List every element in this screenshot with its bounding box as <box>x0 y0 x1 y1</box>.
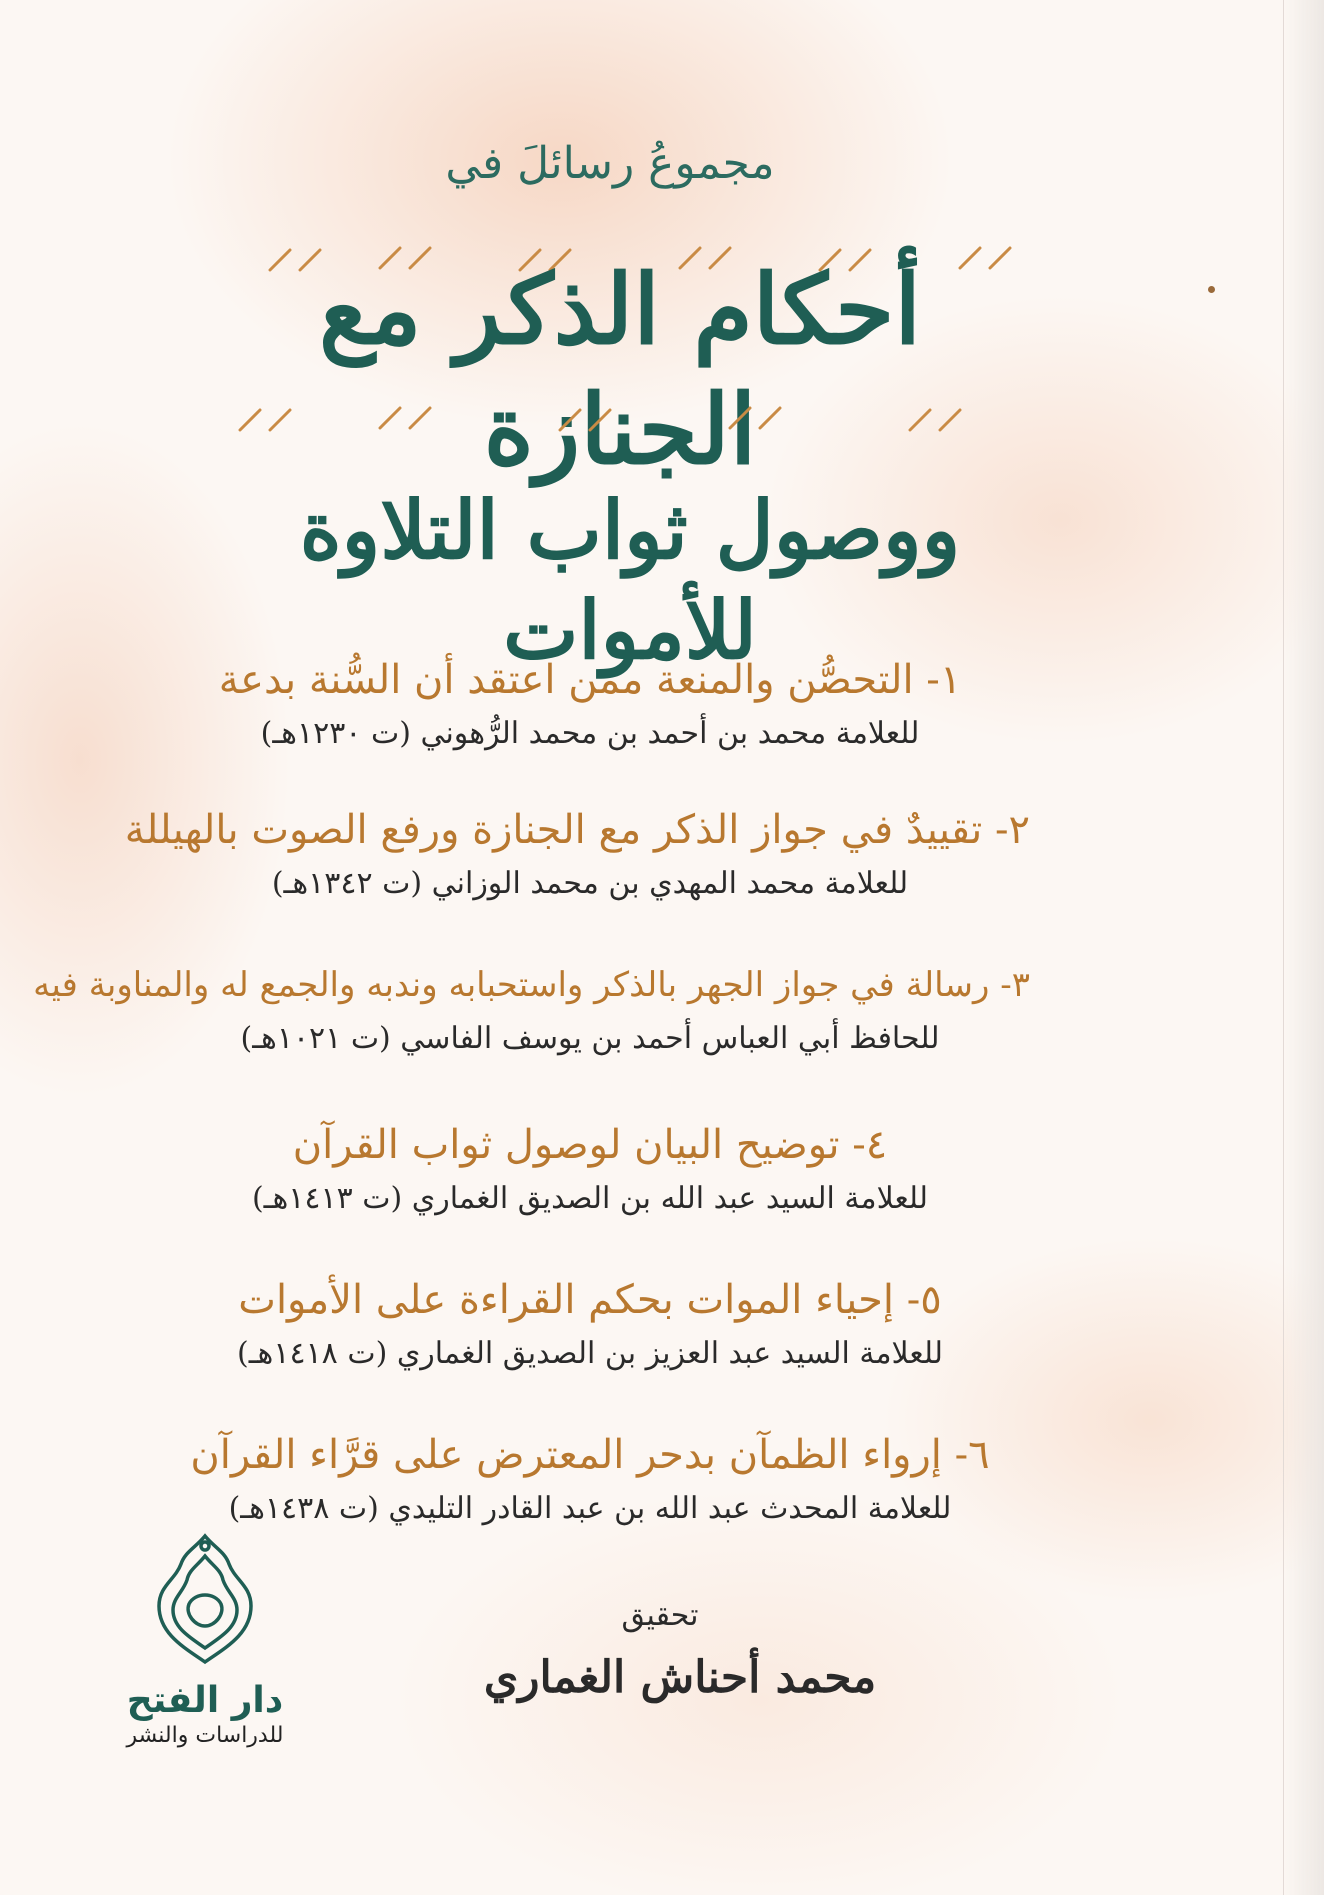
entry-title: ٦- إرواء الظمآن بدحر المعترض على قرَّاء القرآن <box>190 1432 990 1478</box>
entry-author: للعلامة السيد عبد العزيز بن الصديق الغماري (ت ١٤١٨هـ) <box>237 1336 943 1371</box>
entry-title: ٥- إحياء الموات بحكم القراءة على الأموات <box>238 1277 942 1323</box>
spine-edge <box>1283 0 1324 1895</box>
entry-6 <box>150 1425 1030 1533</box>
entry-title: ٤- توضيح البيان لوصول ثواب القرآن <box>292 1122 888 1168</box>
entry-author: للعلامة محمد بن أحمد بن محمد الرُّهوني (ت ١٢٣٠هـ) <box>260 716 920 751</box>
title-line-2: ووصول ثواب التلاوة للأموات <box>299 483 961 677</box>
entry-author: للحافظ أبي العباس أحمد بن يوسف الفاسي (ت ١٠٢١هـ) <box>240 1021 940 1056</box>
publisher-logo-icon <box>145 1530 265 1670</box>
entry-2 <box>124 800 1030 908</box>
entry-title: ٢- تقييدٌ في جواز الذكر مع الجنازة ورفع الصوت بالهيللة <box>124 807 1030 853</box>
publisher-name: دار الفتح <box>126 1680 284 1721</box>
entry-1 <box>150 650 1030 758</box>
entry-3 <box>33 955 1030 1063</box>
editor-label: تحقيق <box>621 1598 699 1633</box>
title-line-1: أحكام الذكر مع الجنازة <box>318 253 922 486</box>
entry-5 <box>150 1270 1030 1378</box>
series-label: مجموعُ رسائلَ في <box>445 138 775 189</box>
entry-4 <box>150 1115 1030 1223</box>
publisher-subtitle: للدراسات والنشر <box>126 1723 284 1748</box>
entry-author: للعلامة السيد عبد الله بن الصديق الغماري (ت ١٤١٣هـ) <box>251 1181 929 1216</box>
entry-author: للعلامة محمد المهدي بن محمد الوزاني (ت ١٣٤٢هـ) <box>271 866 909 901</box>
title-ornament-middle <box>230 400 1020 440</box>
entry-title: ١- التحصُّن والمنعة ممن اعتقد أن السُّنة بدعة <box>218 657 962 703</box>
entry-author: للعلامة المحدث عبد الله بن عبد القادر التليدي (ت ١٤٣٨هـ) <box>228 1491 952 1526</box>
editor-name: محمد أحناش الغماري <box>483 1652 877 1703</box>
entry-title: ٣- رسالة في جواز الجهر بالذكر واستحبابه وندبه والجمع له والمناوبة فيه <box>33 965 1030 1005</box>
publisher-block <box>110 1530 300 1748</box>
decorative-dot <box>1208 286 1215 293</box>
